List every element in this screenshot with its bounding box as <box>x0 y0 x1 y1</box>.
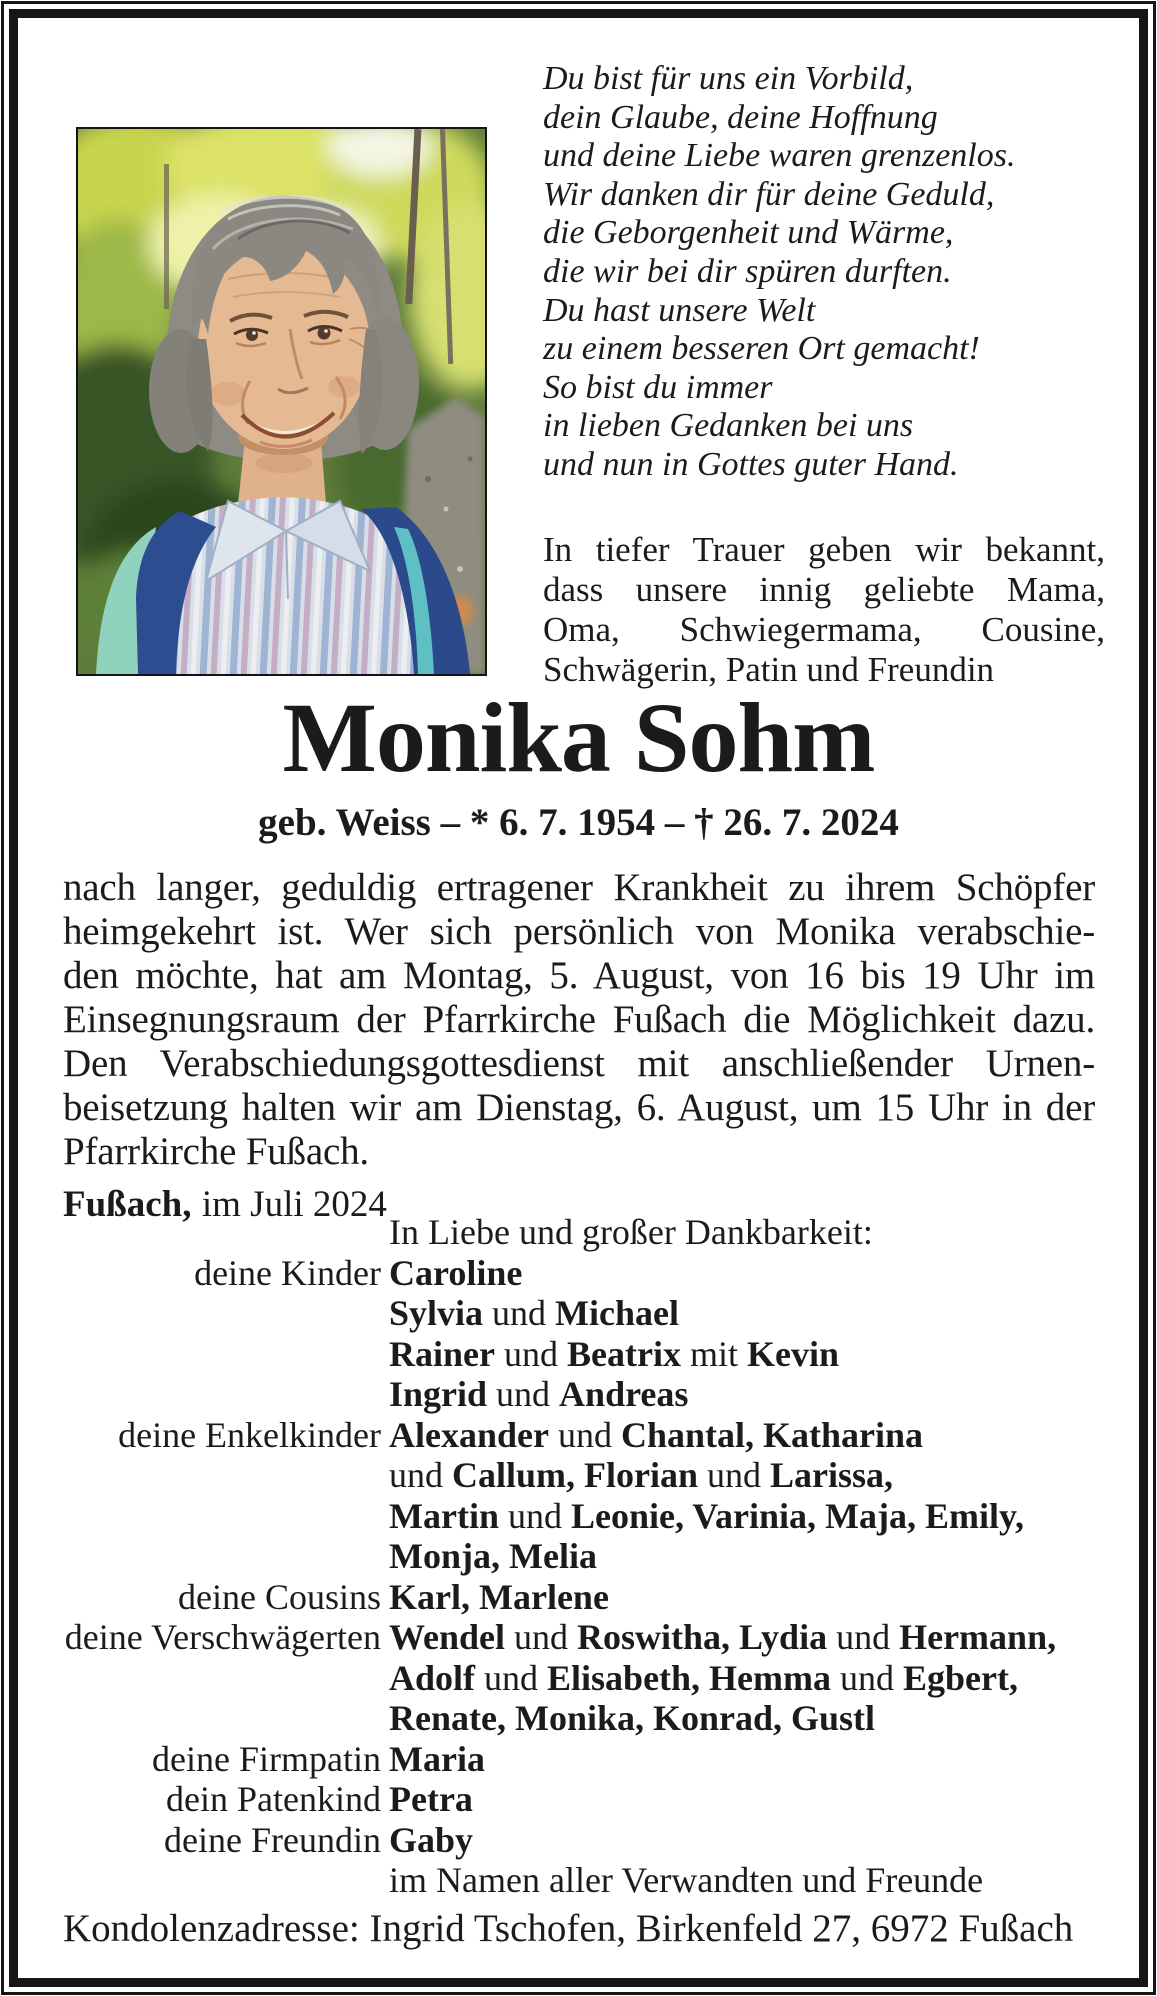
family-names <box>389 1334 1109 1375</box>
family-names <box>389 1820 1109 1861</box>
poem-line: Du hast unsere Welt <box>543 291 816 329</box>
family-row <box>63 1820 1109 1861</box>
family-role-label <box>63 1455 389 1496</box>
connector-text: und <box>505 1617 578 1657</box>
family-row <box>63 1496 1109 1537</box>
family-row <box>63 1860 1109 1901</box>
family-member-name: Gaby <box>389 1819 474 1860</box>
poem-line: dein Glaube, deine Hoffnung <box>543 98 938 136</box>
family-names <box>389 1617 1109 1658</box>
family-member-name: Rainer <box>389 1333 495 1374</box>
family-member-name: Kevin <box>746 1333 839 1374</box>
memorial-poem <box>543 60 1109 485</box>
family-member-name: Karl, Marlene <box>389 1576 609 1617</box>
portrait-photo-illustration <box>78 129 485 674</box>
family-member-name: Michael <box>555 1293 679 1333</box>
place-name: Fußach, <box>63 1184 192 1225</box>
family-member-name: Egbert, <box>903 1657 1018 1698</box>
body-line: den möchte, hat am Montag, 5. August, von 16 bis 19 Uhr im <box>63 954 1095 997</box>
family-row <box>63 1698 1109 1739</box>
family-role-label: deine Enkelkinder <box>118 1414 381 1455</box>
family-names <box>389 1415 1109 1456</box>
family-role-label <box>63 1212 389 1253</box>
family-role-label <box>63 1658 389 1699</box>
deceased-name: Monika Sohm <box>282 682 875 793</box>
family-member-name: Chantal, Katharina <box>620 1414 924 1455</box>
connector-text: und <box>831 1657 904 1698</box>
poem-line: Du bist für uns ein Vorbild, <box>543 60 914 97</box>
family-role-label <box>63 1860 389 1901</box>
family-member-name: Leonie, Varinia, Maja, Emily, <box>570 1495 1024 1536</box>
announcement-line: dass unsere innig geliebte Mama, <box>543 570 1105 609</box>
poem-line: zu einem besseren Ort gemacht! <box>543 330 980 368</box>
family-names <box>389 1253 1109 1294</box>
family-role-label <box>63 1698 389 1739</box>
connector-text: mit <box>680 1333 747 1374</box>
family-member-name: Larissa, <box>770 1455 894 1495</box>
family-names <box>389 1374 1109 1415</box>
family-member-name: Alexander <box>389 1414 549 1455</box>
family-row <box>63 1536 1109 1577</box>
family-row <box>63 1334 1109 1375</box>
family-role-label <box>63 1334 389 1375</box>
family-names <box>389 1212 1109 1253</box>
birth-death-dates: geb. Weiss – * 6. 7. 1954 – † 26. 7. 2024 <box>258 801 899 844</box>
family-row <box>63 1577 1109 1618</box>
connector-text: im Namen aller Verwandten und Freunde <box>389 1860 984 1900</box>
family-names <box>389 1496 1109 1537</box>
connector-text: und <box>475 1657 548 1698</box>
family-role-label: deine Verschwägerten <box>64 1617 381 1657</box>
poem-line: die wir bei dir spüren durften. <box>543 252 952 290</box>
family-member-name: Callum, Florian <box>452 1455 699 1495</box>
poem-line: und deine Liebe waren grenzenlos. <box>543 137 1016 175</box>
poem-line: die Geborgenheit und Wärme, <box>543 214 954 252</box>
poem-line: und nun in Gottes guter Hand. <box>543 445 959 483</box>
family-row <box>63 1253 1109 1294</box>
family-row <box>63 1374 1109 1415</box>
family-role-label: deine Kinder <box>194 1252 381 1293</box>
family-names <box>389 1293 1109 1334</box>
family-names <box>389 1739 1109 1780</box>
body-line: Einsegnungsraum der Pfarrkirche Fußach die Möglichkeit dazu. <box>63 998 1095 1041</box>
family-member-name: Martin <box>389 1495 499 1536</box>
poem-line: Wir danken dir für deine Geduld, <box>543 175 995 213</box>
family-names <box>389 1577 1109 1618</box>
family-names <box>389 1698 1109 1739</box>
family-member-name: Adolf <box>389 1657 476 1698</box>
dateline-month: im Juli 2024 <box>201 1184 387 1225</box>
family-member-name: Hermann, <box>899 1617 1057 1657</box>
family-member-name: Monja, Melia <box>389 1536 597 1576</box>
connector-text: und <box>389 1455 452 1495</box>
announcement-line: Schwägerin, Patin und Freundin <box>543 650 995 689</box>
connector-text: und <box>548 1414 621 1455</box>
family-row <box>63 1739 1109 1780</box>
body-line: beisetzung halten wir am Dienstag, 6. August, um 15 Uhr in der <box>63 1086 1095 1129</box>
poem-line: So bist du immer <box>543 368 773 406</box>
mourning-family-list <box>63 1212 1109 1901</box>
family-row <box>63 1212 1109 1253</box>
family-member-name: Ingrid <box>389 1374 488 1414</box>
family-member-name: Maria <box>389 1738 485 1779</box>
connector-text: und <box>483 1293 556 1333</box>
connector-text: und <box>487 1374 560 1414</box>
family-member-name: Wendel <box>389 1617 506 1657</box>
family-row <box>63 1415 1109 1456</box>
connector-text: und <box>494 1333 567 1374</box>
family-role-label: dein Patenkind <box>166 1779 381 1819</box>
family-member-name: Andreas <box>559 1374 689 1414</box>
family-names <box>389 1658 1109 1699</box>
announcement-line: In tiefer Trauer geben wir bekannt, <box>543 530 1105 569</box>
condolence-address: Kondolenzadresse: Ingrid Tschofen, Birkenfeld 27, 6972 Fußach <box>63 1907 1074 1950</box>
body-line: Pfarrkirche Fußach. <box>63 1130 369 1173</box>
portrait-photo <box>76 127 487 676</box>
family-member-name: Elisabeth, Hemma <box>547 1657 832 1698</box>
family-role-label: deine Cousins <box>178 1576 381 1617</box>
family-row <box>63 1455 1109 1496</box>
family-row <box>63 1658 1109 1699</box>
family-member-name: Petra <box>389 1779 473 1819</box>
family-member-name: Renate, Monika, Konrad, Gustl <box>389 1698 876 1738</box>
family-role-label: deine Firmpatin <box>152 1738 381 1779</box>
family-names <box>389 1779 1109 1820</box>
funeral-details <box>63 866 1095 1174</box>
family-member-name: Sylvia <box>389 1293 484 1333</box>
family-names <box>389 1860 1109 1901</box>
poem-line: in lieben Gedanken bei uns <box>543 407 914 445</box>
connector-text: und <box>827 1617 900 1657</box>
family-row <box>63 1779 1109 1820</box>
family-role-label: deine Freundin <box>164 1819 381 1860</box>
family-member-name: Roswitha, Lydia <box>577 1617 828 1657</box>
family-names <box>389 1536 1109 1577</box>
announcement-line: Oma, Schwiegermama, Cousine, <box>543 610 1105 649</box>
family-member-name: Caroline <box>389 1252 523 1293</box>
connector-text: und <box>698 1455 771 1495</box>
body-line: nach langer, geduldig ertragener Krankheit zu ihrem Schöpfer <box>63 866 1095 909</box>
family-role-label <box>63 1293 389 1334</box>
body-line: heimgekehrt ist. Wer sich persönlich von Monika verabschie- <box>63 910 1095 953</box>
family-role-label <box>63 1374 389 1415</box>
body-line: Den Verabschiedungsgottesdienst mit anschließender Urnen- <box>63 1042 1095 1085</box>
connector-text: und <box>498 1495 571 1536</box>
death-announcement <box>543 530 1105 690</box>
connector-text: In Liebe und großer Dankbarkeit: <box>389 1212 873 1252</box>
family-role-label <box>63 1496 389 1537</box>
family-row <box>63 1293 1109 1334</box>
family-member-name: Beatrix <box>566 1333 681 1374</box>
family-role-label <box>63 1536 389 1577</box>
family-row <box>63 1617 1109 1658</box>
family-names <box>389 1455 1109 1496</box>
